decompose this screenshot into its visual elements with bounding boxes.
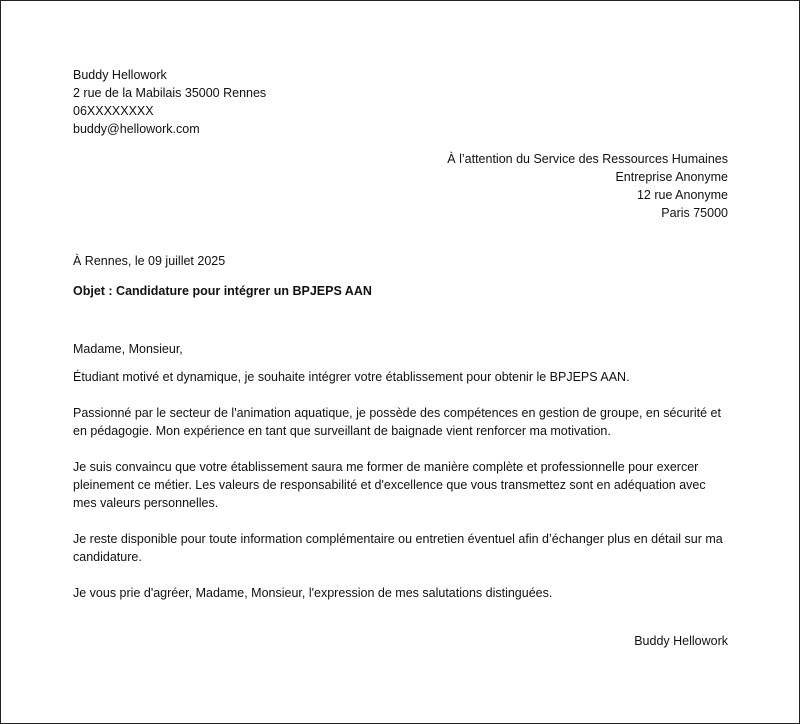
date-line: À Rennes, le 09 juillet 2025	[73, 254, 226, 268]
body-paragraph: Passionné par le secteur de l'animation aquatique, je possède des compétences en gestion de groupe, en sécurité et en pédagogie. Mon expérience en tant que surveillant de baignade vient renforcer ma motivation.	[73, 406, 721, 438]
sender-email: buddy@hellowork.com	[73, 122, 200, 136]
sender-address: 2 rue de la Mabilais 35000 Rennes	[73, 86, 267, 100]
greeting: Madame, Monsieur,	[73, 342, 183, 356]
body-paragraph: Étudiant motivé et dynamique, je souhaite intégrer votre établissement pour obtenir le BPJEPS AAN.	[73, 370, 630, 384]
letter-body	[73, 368, 728, 602]
signature: Buddy Hellowork	[634, 634, 728, 648]
body-paragraph: Je vous prie d'agréer, Madame, Monsieur, l'expression de mes salutations distinguées.	[73, 586, 553, 600]
recipient-block	[73, 150, 728, 222]
sender-name: Buddy Hellowork	[73, 68, 167, 82]
sender-phone: 06XXXXXXXX	[73, 104, 154, 118]
body-paragraph: Je suis convaincu que votre établissement saura me former de manière complète et professionnelle pour exercer pleinement ce métier. Les valeurs de responsabilité et d'excellence que vous transmettez sont en adéquation avec mes valeurs personnelles.	[73, 460, 706, 510]
recipient-company: Entreprise Anonyme	[615, 170, 728, 184]
recipient-city: Paris 75000	[661, 206, 728, 220]
sender-block	[73, 66, 728, 138]
subject-line: Objet : Candidature pour intégrer un BPJEPS AAN	[73, 284, 372, 298]
recipient-attention: À l’attention du Service des Ressources Humaines	[447, 152, 728, 166]
letter-content	[73, 66, 728, 650]
recipient-street: 12 rue Anonyme	[636, 188, 728, 202]
body-paragraph: Je reste disponible pour toute information complémentaire ou entretien éventuel afin d’échanger plus en détail sur ma candidature.	[73, 532, 723, 564]
